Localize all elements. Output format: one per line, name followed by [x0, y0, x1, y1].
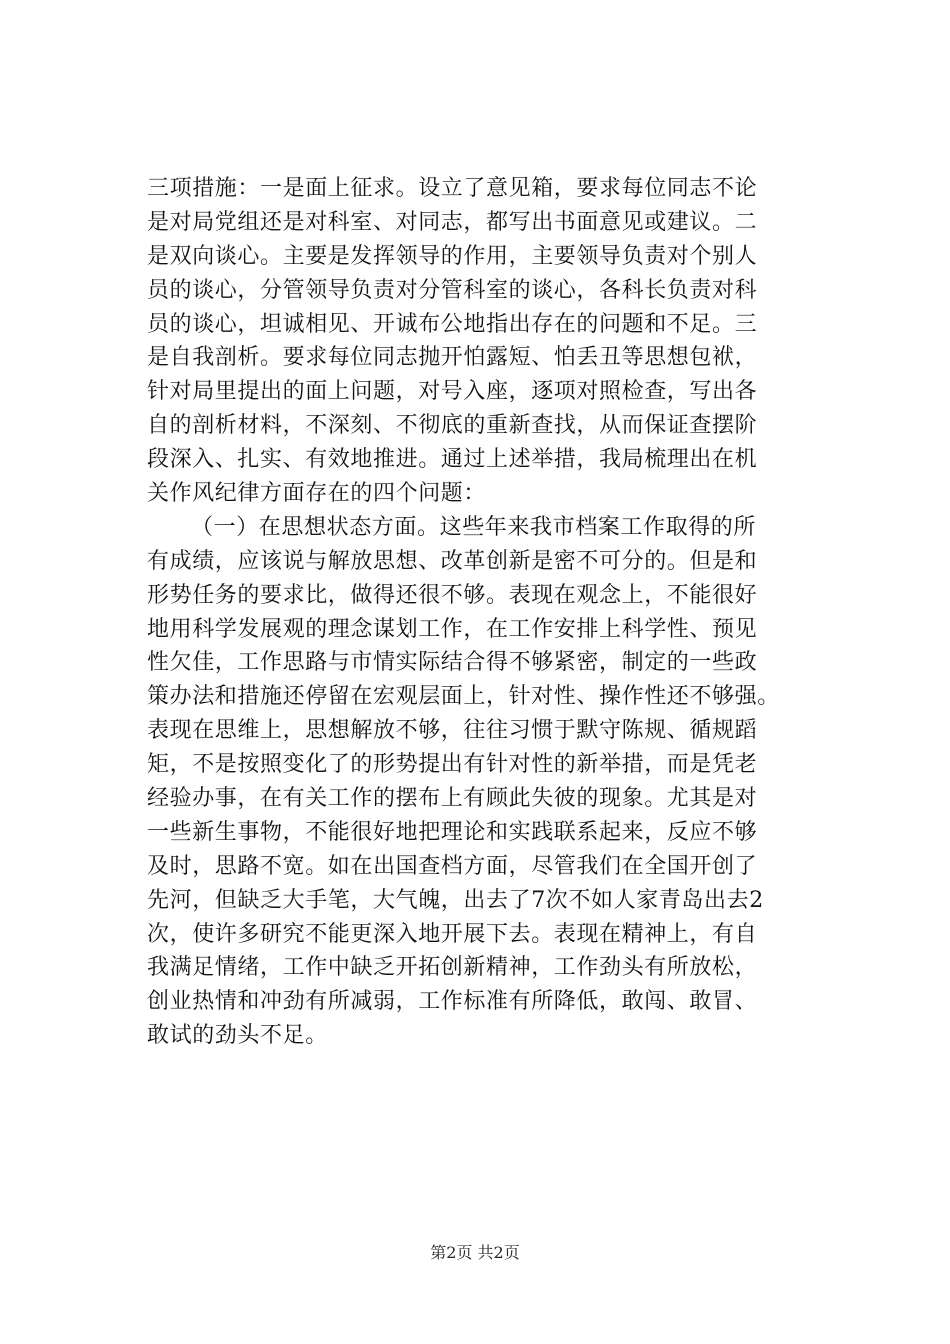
text-line: 矩，不是按照变化了的形势提出有针对性的新举措，而是凭老 — [147, 752, 758, 778]
text-line: 次，使许多研究不能更深入地开展下去。表现在精神上，有自 — [147, 921, 758, 947]
text-line: 是自我剖析。要求每位同志抛开怕露短、怕丢丑等思想包袱， — [147, 345, 758, 371]
text-line: 形势任务的要求比，做得还很不够。表现在观念上，不能很好 — [147, 582, 758, 608]
text-line: 关作风纪律方面存在的四个问题： — [147, 481, 487, 507]
text-line: 经验办事，在有关工作的摆布上有顾此失彼的现象。尤其是对 — [147, 786, 758, 812]
text-line: 段深入、扎实、有效地推进。通过上述举措，我局梳理出在机 — [147, 447, 758, 473]
text-line: 及时，思路不宽。如在出国查档方面，尽管我们在全国开创了 — [147, 853, 758, 879]
text-line: 表现在思维上，思想解放不够，往往习惯于默守陈规、循规蹈 — [147, 718, 758, 744]
page-number-footer: 第2页 共2页 — [430, 1243, 520, 1262]
text-line: 一些新生事物，不能很好地把理论和实践联系起来，反应不够 — [147, 819, 758, 845]
text-line: 三项措施：一是面上征求。设立了意见箱，要求每位同志不论 — [147, 176, 758, 201]
text-line: 敢试的劲头不足。 — [147, 1023, 328, 1049]
text-line: 有成绩，应该说与解放思想、改革创新是密不可分的。但是和 — [147, 548, 758, 574]
section-heading-line: （一）在思想状态方面。这些年来我市档案工作取得的所 — [191, 514, 757, 540]
text-line: 员的谈心，分管领导负责对分管科室的谈心，各科长负责对科 — [147, 277, 758, 303]
text-line: 针对局里提出的面上问题，对号入座，逐项对照检查，写出各 — [147, 379, 758, 405]
text-line: 地用科学发展观的理念谋划工作，在工作安排上科学性、预见 — [147, 616, 758, 642]
text-line: 我满足情绪，工作中缺乏开拓创新精神，工作劲头有所放松， — [147, 955, 758, 981]
text-line: 创业热情和冲劲有所减弱，工作标准有所降低，敢闯、敢冒、 — [147, 989, 758, 1015]
text-line: 自的剖析材料，不深刻、不彻底的重新查找，从而保证查摆阶 — [147, 413, 758, 439]
document-body — [147, 172, 837, 1053]
text-line: 是对局党组还是对科室、对同志，都写出书面意见或建议。二 — [147, 209, 758, 235]
text-line: 性欠佳，工作思路与市情实际结合得不够紧密，制定的一些政 — [147, 650, 758, 676]
text-line: 是双向谈心。主要是发挥领导的作用，主要领导负责对个别人 — [147, 243, 758, 269]
text-line: 策办法和措施还停留在宏观层面上，针对性、操作性还不够强。 — [147, 684, 780, 710]
text-line: 员的谈心，坦诚相见、开诚布公地指出存在的问题和不足。三 — [147, 311, 758, 337]
text-line: 先河，但缺乏大手笔，大气魄，出去了7次不如人家青岛出去2 — [147, 887, 764, 913]
